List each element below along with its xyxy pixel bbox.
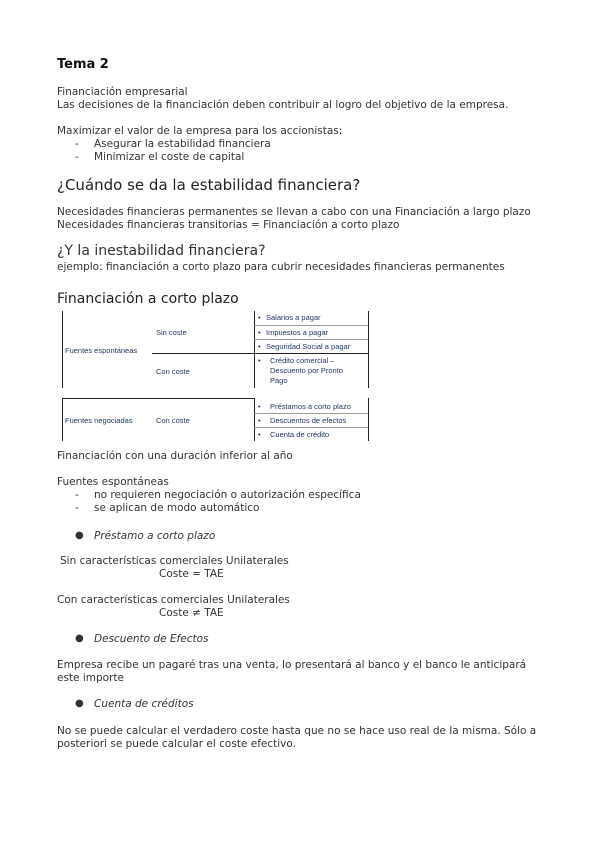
table-bullet: •: [258, 356, 261, 365]
estabilidad-heading: ¿Cuándo se da la estabilidad financiera?: [57, 176, 361, 194]
table-con-coste-label: Con coste: [156, 367, 190, 376]
estabilidad-line-1: Necesidades financieras permanentes se llevan a cabo con una Financiación a largo plazo: [57, 206, 531, 218]
maximizar-item-2: Minimizar el coste de capital: [94, 151, 245, 163]
inestabilidad-line-1: ejemplo: financiación a corto plazo para cubrir necesidades financieras permanentes: [57, 261, 505, 273]
table-item-separator: [254, 325, 368, 326]
dash-marker: -: [75, 489, 79, 501]
table-cell: Crédito comercial –: [270, 356, 335, 365]
table-cell: Descuentos de efectos: [270, 416, 347, 425]
dash-marker: -: [75, 502, 79, 514]
cuenta-line-1: No se puede calcular el verdadero coste hasta que no se hace uso real de la misma. Sólo a: [57, 725, 537, 737]
table-border-left: [62, 398, 63, 441]
cuenta-bullet: Cuenta de créditos: [94, 698, 194, 710]
table-bullet: •: [258, 342, 261, 351]
descuento-line-2: este importe: [57, 672, 124, 684]
table-bullet: •: [258, 328, 261, 337]
intro-line-2: Las decisiones de la financiación deben contribuir al logro del objetivo de la empresa.: [57, 99, 509, 111]
table-group-label: Fuentes negociadas: [65, 416, 133, 425]
prestamo-con-formula: Coste ≠ TAE: [159, 607, 224, 619]
corto-plazo-heading: Financiación a corto plazo: [57, 291, 239, 307]
table-cell: Impuestos a pagar: [266, 328, 329, 337]
estabilidad-line-2: Necesidades financieras transitorias = Financiación a corto plazo: [57, 219, 400, 231]
bullet-marker: ●: [75, 698, 84, 709]
table-cell: Salarios a pagar: [266, 313, 321, 322]
bullet-marker: ●: [75, 633, 84, 644]
prestamo-bullet: Préstamo a corto plazo: [94, 530, 216, 542]
dash-marker: -: [75, 138, 79, 150]
table-item-separator: [254, 427, 368, 428]
table-cell: Préstamos a corto plazo: [270, 402, 351, 411]
table-cell: Seguridad Social a pagar: [266, 342, 351, 351]
table-item-separator: [254, 339, 368, 340]
prestamo-con-line: Con características comerciales Unilaterales: [57, 594, 290, 606]
descuento-bullet: Descuento de Efectos: [94, 633, 209, 645]
table-sin-coste-label: Sin coste: [156, 328, 187, 337]
maximizar-text: Maximizar el valor de la empresa para los accionistas:: [57, 125, 343, 137]
table-group-label: Fuentes espontáneas: [65, 346, 138, 355]
maximizar-item-1: Asegurar la estabilidad financiera: [94, 138, 271, 150]
duracion-text: Financiación con una duración inferior al año: [57, 450, 293, 462]
table-row-separator: [152, 353, 368, 354]
cuenta-line-2: posteriori se puede calcular el coste efectivo.: [57, 738, 296, 750]
descuento-line-1: Empresa recibe un pagaré tras una venta, lo presentará al banco y el banco le anticipará: [57, 659, 527, 671]
table-border-right: [368, 398, 369, 441]
table-cell: Pago: [270, 376, 288, 385]
table-cell: Descuento por Pronto: [270, 366, 343, 375]
table-con-coste-label: Con coste: [156, 416, 190, 425]
espontaneas-title: Fuentes espontáneas: [57, 476, 169, 488]
prestamo-sin-formula: Coste = TAE: [159, 568, 224, 580]
dash-marker: -: [75, 151, 79, 163]
table-bullet: •: [258, 402, 261, 411]
table-border-left: [62, 311, 63, 388]
table-bullet: •: [258, 430, 261, 439]
table-border-right: [368, 311, 369, 388]
table-item-separator: [254, 413, 368, 414]
espontaneas-item-2: se aplican de modo automático: [94, 502, 260, 514]
espontaneas-item-1: no requieren negociación o autorización específica: [94, 489, 361, 501]
inestabilidad-heading: ¿Y la inestabilidad financiera?: [57, 243, 266, 259]
table-divider: [254, 311, 255, 388]
intro-line-1: Financiación empresarial: [57, 86, 188, 98]
table-bullet: •: [258, 416, 261, 425]
table-border-top: [62, 398, 254, 399]
prestamo-sin-line: Sin características comerciales Unilaterales: [60, 555, 289, 567]
table-bullet: •: [258, 313, 261, 322]
table-divider: [254, 398, 255, 441]
table-cell: Cuenta de crédito: [270, 430, 330, 439]
bullet-marker: ●: [75, 530, 84, 541]
page-title: Tema 2: [57, 57, 109, 72]
